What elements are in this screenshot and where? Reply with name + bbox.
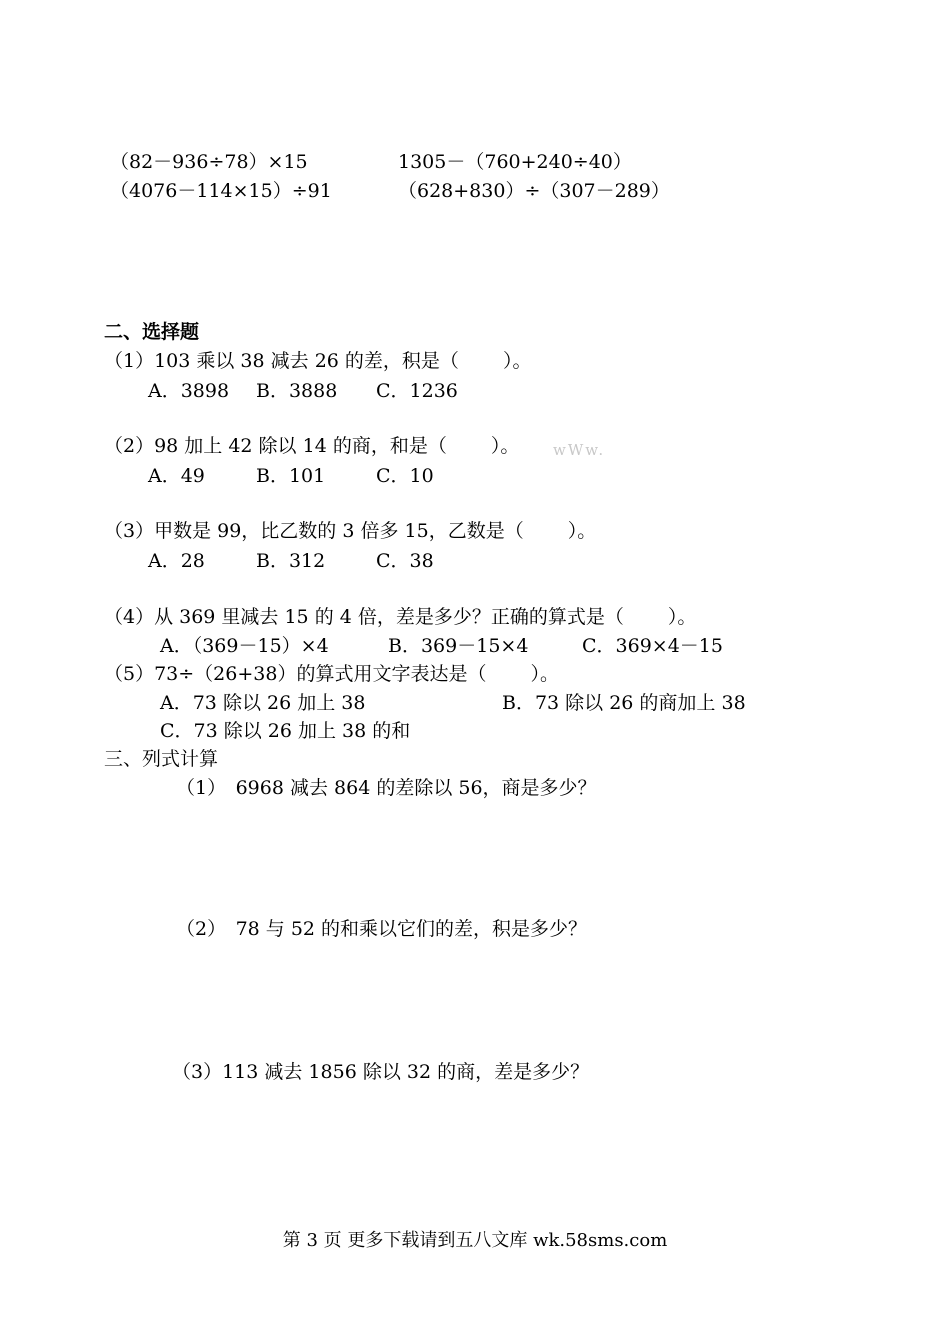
question-4-option-a: A．（369－15）×4 xyxy=(160,635,329,657)
question-5-option-c: C．73 除以 26 加上 38 的和 xyxy=(160,720,411,742)
expression-1: （82－936÷78）×15 xyxy=(110,151,308,173)
expression-3: （4076－114×15）÷91 xyxy=(110,180,332,202)
question-4-option-b: B．369－15×4 xyxy=(388,635,529,657)
question-1-option-b: B．3888 xyxy=(256,380,338,402)
question-3-option-c: C．38 xyxy=(376,550,434,572)
question-5-option-b: B．73 除以 26 的商加上 38 xyxy=(502,692,746,714)
word-problem-1: （1） 6968 减去 864 的差除以 56，商是多少？ xyxy=(176,777,597,799)
word-problem-3: （3）113 减去 1856 除以 32 的商，差是多少？ xyxy=(172,1061,590,1083)
word-problem-2: （2） 78 与 52 的和乘以它们的差，积是多少？ xyxy=(176,918,588,940)
section-2-title: 二、选择题 xyxy=(104,321,200,343)
question-5: （5）73÷（26+38）的算式用文字表达是（ ）。 xyxy=(104,663,559,685)
question-1-option-c: C．1236 xyxy=(376,380,458,402)
question-4-option-c: C．369×4－15 xyxy=(582,635,723,657)
question-3-option-a: A．28 xyxy=(148,550,205,572)
question-2: （2）98 加上 42 除以 14 的商，和是（ ）。 xyxy=(104,435,520,457)
question-2-option-a: A．49 xyxy=(148,465,205,487)
question-1-option-a: A．3898 xyxy=(148,380,230,402)
expression-2: 1305－（760+240÷40） xyxy=(398,151,632,173)
question-3: （3）甲数是 99，比乙数的 3 倍多 15，乙数是（ ）。 xyxy=(104,520,597,542)
page-footer: 第 3 页 更多下载请到五八文库 wk.58sms.com xyxy=(282,1230,668,1251)
section-3-title: 三、列式计算 xyxy=(104,748,219,770)
expression-4: （628+830）÷（307－289） xyxy=(398,180,670,202)
question-3-option-b: B．312 xyxy=(256,550,326,572)
question-2-option-c: C．10 xyxy=(376,465,434,487)
question-5-option-a: A．73 除以 26 加上 38 xyxy=(160,692,366,714)
watermark-text: wWw. xyxy=(553,441,606,459)
question-1: （1）103 乘以 38 减去 26 的差，积是（ ）。 xyxy=(104,350,532,372)
question-4: （4）从 369 里减去 15 的 4 倍，差是多少？正确的算式是（ ）。 xyxy=(104,606,697,628)
question-2-option-b: B．101 xyxy=(256,465,326,487)
